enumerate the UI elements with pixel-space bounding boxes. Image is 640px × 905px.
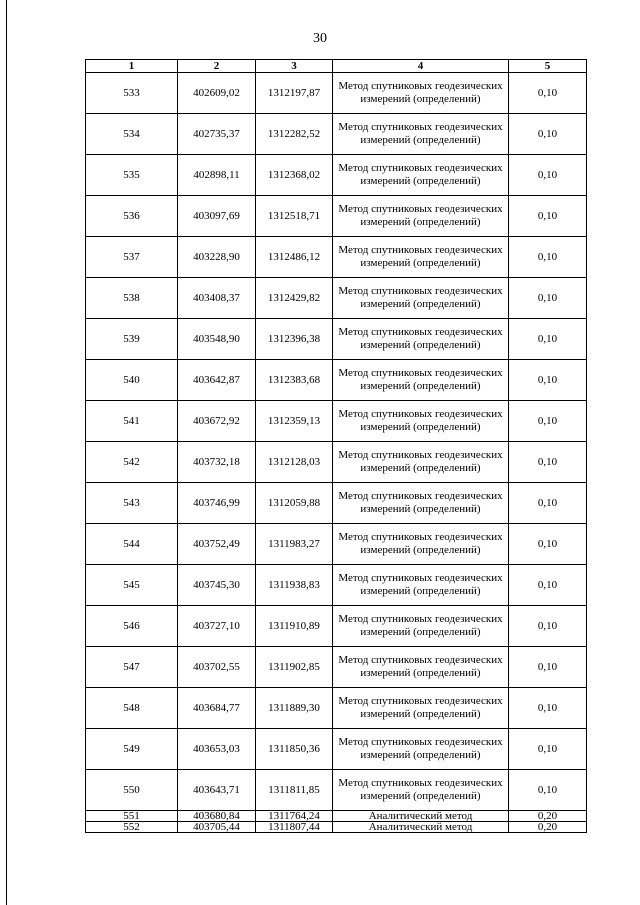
y-coordinate-cell: 1312486,12 <box>256 237 333 278</box>
y-coordinate-cell: 1311889,30 <box>256 688 333 729</box>
x-coordinate-cell: 402609,02 <box>178 73 256 114</box>
accuracy-cell: 0,10 <box>509 647 587 688</box>
table-row <box>86 442 587 483</box>
column-header-2: 2 <box>178 60 256 73</box>
point-number-cell: 536 <box>86 196 178 237</box>
accuracy-cell: 0,10 <box>509 442 587 483</box>
method-cell: Метод спутниковых геодезических измерений (определений) <box>333 155 509 196</box>
method-cell: Метод спутниковых геодезических измерений (определений) <box>333 606 509 647</box>
x-coordinate-cell: 403684,77 <box>178 688 256 729</box>
point-number-cell: 544 <box>86 524 178 565</box>
table-body <box>86 73 587 833</box>
point-number-cell: 550 <box>86 770 178 811</box>
accuracy-cell: 0,10 <box>509 483 587 524</box>
y-coordinate-cell: 1311902,85 <box>256 647 333 688</box>
table-row <box>86 822 587 833</box>
table-row <box>86 360 587 401</box>
point-number-cell: 542 <box>86 442 178 483</box>
table-row <box>86 278 587 319</box>
accuracy-cell: 0,10 <box>509 401 587 442</box>
y-coordinate-cell: 1311811,85 <box>256 770 333 811</box>
column-header-4: 4 <box>333 60 509 73</box>
table-row <box>86 524 587 565</box>
point-number-cell: 543 <box>86 483 178 524</box>
method-cell: Метод спутниковых геодезических измерений (определений) <box>333 401 509 442</box>
accuracy-cell: 0,10 <box>509 196 587 237</box>
y-coordinate-cell: 1312359,13 <box>256 401 333 442</box>
method-cell: Метод спутниковых геодезических измерений (определений) <box>333 319 509 360</box>
accuracy-cell: 0,10 <box>509 729 587 770</box>
x-coordinate-cell: 403548,90 <box>178 319 256 360</box>
point-number-cell: 547 <box>86 647 178 688</box>
accuracy-cell: 0,10 <box>509 770 587 811</box>
y-coordinate-cell: 1311807,44 <box>256 822 333 833</box>
x-coordinate-cell: 403746,99 <box>178 483 256 524</box>
point-number-cell: 533 <box>86 73 178 114</box>
x-coordinate-cell: 403672,92 <box>178 401 256 442</box>
point-number-cell: 551 <box>86 811 178 822</box>
x-coordinate-cell: 402898,11 <box>178 155 256 196</box>
table-row <box>86 647 587 688</box>
point-number-cell: 534 <box>86 114 178 155</box>
column-header-3: 3 <box>256 60 333 73</box>
table-row <box>86 196 587 237</box>
table-row <box>86 237 587 278</box>
accuracy-cell: 0,10 <box>509 155 587 196</box>
method-cell: Метод спутниковых геодезических измерений (определений) <box>333 647 509 688</box>
y-coordinate-cell: 1311910,89 <box>256 606 333 647</box>
table-row <box>86 319 587 360</box>
x-coordinate-cell: 403643,71 <box>178 770 256 811</box>
accuracy-cell: 0,10 <box>509 606 587 647</box>
x-coordinate-cell: 403732,18 <box>178 442 256 483</box>
point-number-cell: 537 <box>86 237 178 278</box>
method-cell: Аналитический метод <box>333 822 509 833</box>
x-coordinate-cell: 403408,37 <box>178 278 256 319</box>
x-coordinate-cell: 403680,84 <box>178 811 256 822</box>
method-cell: Метод спутниковых геодезических измерений (определений) <box>333 237 509 278</box>
y-coordinate-cell: 1312368,02 <box>256 155 333 196</box>
table-row <box>86 401 587 442</box>
method-cell: Метод спутниковых геодезических измерений (определений) <box>333 360 509 401</box>
x-coordinate-cell: 403752,49 <box>178 524 256 565</box>
method-cell: Аналитический метод <box>333 811 509 822</box>
y-coordinate-cell: 1311850,36 <box>256 729 333 770</box>
method-cell: Метод спутниковых геодезических измерений (определений) <box>333 770 509 811</box>
method-cell: Метод спутниковых геодезических измерений (определений) <box>333 565 509 606</box>
table-row <box>86 606 587 647</box>
y-coordinate-cell: 1311764,24 <box>256 811 333 822</box>
y-coordinate-cell: 1312396,38 <box>256 319 333 360</box>
point-number-cell: 540 <box>86 360 178 401</box>
y-coordinate-cell: 1312128,03 <box>256 442 333 483</box>
y-coordinate-cell: 1311983,27 <box>256 524 333 565</box>
x-coordinate-cell: 403705,44 <box>178 822 256 833</box>
y-coordinate-cell: 1312059,88 <box>256 483 333 524</box>
table-row <box>86 114 587 155</box>
page-number: 30 <box>313 31 327 46</box>
column-header-5: 5 <box>509 60 587 73</box>
x-coordinate-cell: 403727,10 <box>178 606 256 647</box>
y-coordinate-cell: 1312197,87 <box>256 73 333 114</box>
table-row <box>86 729 587 770</box>
x-coordinate-cell: 403653,03 <box>178 729 256 770</box>
method-cell: Метод спутниковых геодезических измерений (определений) <box>333 278 509 319</box>
header-row <box>86 60 587 73</box>
x-coordinate-cell: 403228,90 <box>178 237 256 278</box>
accuracy-cell: 0,10 <box>509 73 587 114</box>
x-coordinate-cell: 402735,37 <box>178 114 256 155</box>
table-row <box>86 483 587 524</box>
method-cell: Метод спутниковых геодезических измерений (определений) <box>333 688 509 729</box>
table-row <box>86 155 587 196</box>
table-row <box>86 565 587 606</box>
point-number-cell: 535 <box>86 155 178 196</box>
y-coordinate-cell: 1312282,52 <box>256 114 333 155</box>
table-row <box>86 688 587 729</box>
accuracy-cell: 0,20 <box>509 811 587 822</box>
y-coordinate-cell: 1312429,82 <box>256 278 333 319</box>
x-coordinate-cell: 403642,87 <box>178 360 256 401</box>
y-coordinate-cell: 1311938,83 <box>256 565 333 606</box>
y-coordinate-cell: 1312518,71 <box>256 196 333 237</box>
point-number-cell: 539 <box>86 319 178 360</box>
point-number-cell: 545 <box>86 565 178 606</box>
accuracy-cell: 0,10 <box>509 237 587 278</box>
column-header-1: 1 <box>86 60 178 73</box>
table-row <box>86 73 587 114</box>
accuracy-cell: 0,10 <box>509 360 587 401</box>
point-number-cell: 548 <box>86 688 178 729</box>
point-number-cell: 549 <box>86 729 178 770</box>
left-margin-rule <box>6 0 7 905</box>
method-cell: Метод спутниковых геодезических измерений (определений) <box>333 483 509 524</box>
point-number-cell: 538 <box>86 278 178 319</box>
accuracy-cell: 0,10 <box>509 524 587 565</box>
method-cell: Метод спутниковых геодезических измерений (определений) <box>333 729 509 770</box>
table-row <box>86 811 587 822</box>
x-coordinate-cell: 403702,55 <box>178 647 256 688</box>
point-number-cell: 541 <box>86 401 178 442</box>
table-header <box>86 60 587 73</box>
point-number-cell: 552 <box>86 822 178 833</box>
point-number-cell: 546 <box>86 606 178 647</box>
accuracy-cell: 0,10 <box>509 688 587 729</box>
y-coordinate-cell: 1312383,68 <box>256 360 333 401</box>
accuracy-cell: 0,20 <box>509 822 587 833</box>
method-cell: Метод спутниковых геодезических измерений (определений) <box>333 442 509 483</box>
accuracy-cell: 0,10 <box>509 565 587 606</box>
x-coordinate-cell: 403745,30 <box>178 565 256 606</box>
accuracy-cell: 0,10 <box>509 278 587 319</box>
method-cell: Метод спутниковых геодезических измерений (определений) <box>333 196 509 237</box>
method-cell: Метод спутниковых геодезических измерений (определений) <box>333 73 509 114</box>
method-cell: Метод спутниковых геодезических измерений (определений) <box>333 114 509 155</box>
coordinates-table <box>85 59 587 833</box>
accuracy-cell: 0,10 <box>509 114 587 155</box>
table-row <box>86 770 587 811</box>
x-coordinate-cell: 403097,69 <box>178 196 256 237</box>
accuracy-cell: 0,10 <box>509 319 587 360</box>
method-cell: Метод спутниковых геодезических измерений (определений) <box>333 524 509 565</box>
